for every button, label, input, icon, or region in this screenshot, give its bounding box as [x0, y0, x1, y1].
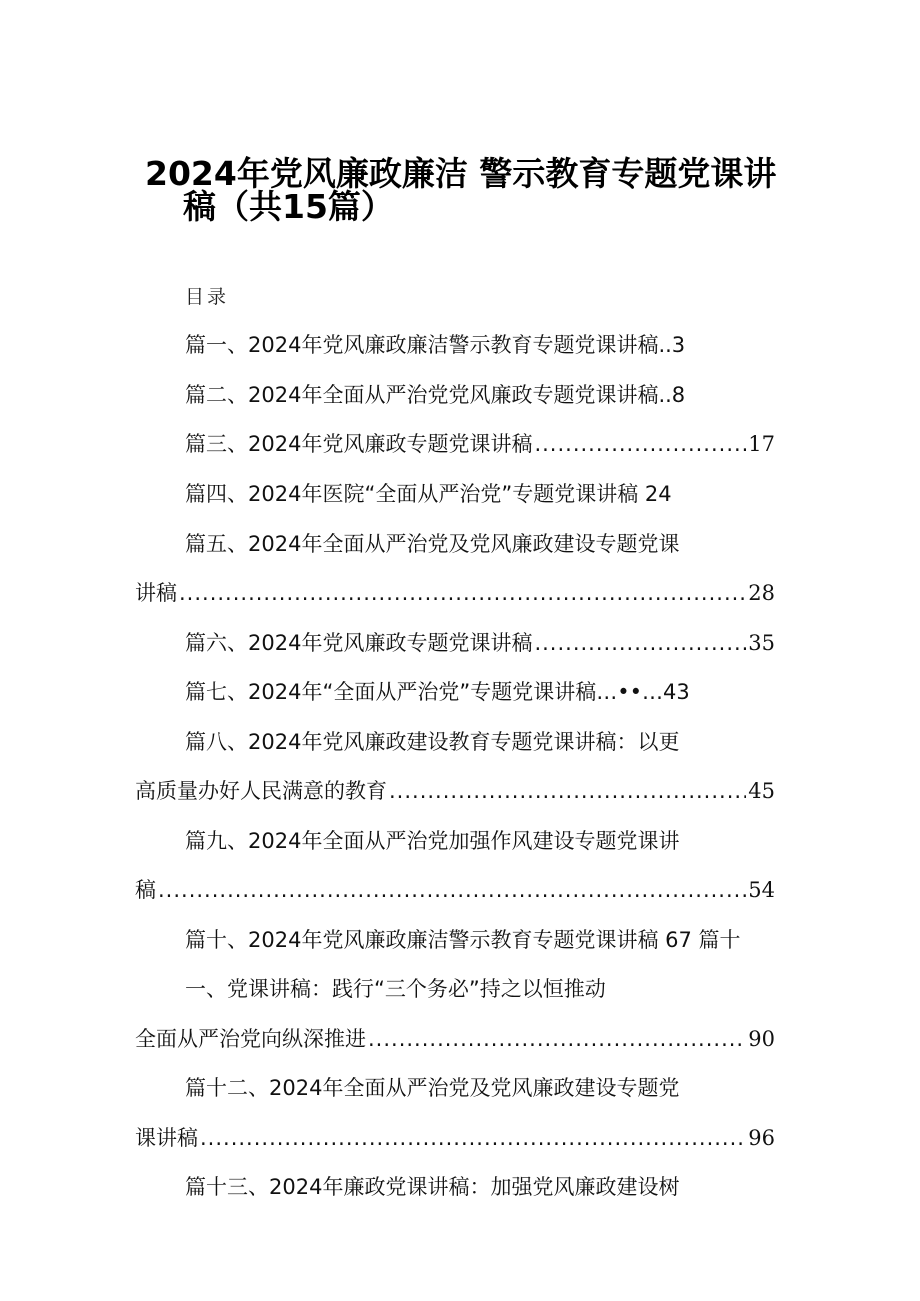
toc-entry-9-line-2[interactable]: [135, 876, 775, 904]
toc-entry-title: 课讲稿: [135, 1126, 198, 1150]
toc-entry-page: 28: [748, 581, 775, 605]
toc-entry-6[interactable]: [185, 629, 775, 657]
toc-entry-11-line-2[interactable]: [135, 1025, 775, 1053]
toc-entry-3[interactable]: [185, 430, 775, 458]
leader-dots: [389, 777, 746, 805]
leader-dots: [200, 1124, 746, 1152]
toc-entry-page: 54: [748, 878, 775, 902]
toc-entry-title: 讲稿: [135, 581, 177, 605]
toc-entry-2[interactable]: 篇二、2024年全面从严治党党风廉政专题党课讲稿..8: [185, 383, 686, 407]
leader-dots: [158, 876, 746, 904]
toc-entry-page: 90: [748, 1027, 775, 1051]
toc-entry-page: 96: [748, 1126, 775, 1150]
toc-heading: 目录: [185, 286, 230, 308]
leader-dots: [534, 430, 746, 458]
toc-entry-8-line-1[interactable]: 篇八、2024年党风廉政建设教育专题党课讲稿：以更: [185, 730, 680, 754]
toc-entry-12-line-2[interactable]: [135, 1124, 775, 1152]
toc-entry-page: 35: [748, 631, 775, 655]
leader-dots: [534, 629, 746, 657]
leader-dots: [368, 1025, 746, 1053]
document-title-line-2: 稿（共15篇）: [183, 187, 394, 226]
toc-entry-title: 高质量办好人民满意的教育: [135, 779, 387, 803]
toc-entry-title: 稿: [135, 878, 156, 902]
toc-entry-13-line-1[interactable]: 篇十三、2024年廉政党课讲稿：加强党风廉政建设树: [185, 1175, 680, 1199]
toc-entry-5-line-1[interactable]: 篇五、2024年全面从严治党及党风廉政建设专题党课: [185, 532, 680, 556]
toc-entry-9-line-1[interactable]: 篇九、2024年全面从严治党加强作风建设专题党课讲: [185, 829, 680, 853]
document-title-line-1: 2024年党风廉政廉洁 警示教育专题党课讲: [145, 154, 777, 193]
toc-entry-10-line-1[interactable]: 篇十、2024年党风廉政廉洁警示教育专题党课讲稿 67 篇十: [185, 928, 741, 952]
toc-entry-5-line-2[interactable]: [135, 579, 775, 607]
leader-dots: [179, 579, 746, 607]
toc-entry-8-line-2[interactable]: [135, 777, 775, 805]
toc-entry-11-line-1[interactable]: 一、党课讲稿：践行“三个务必”持之以恒推动: [185, 977, 606, 1001]
toc-entry-title: 全面从严治党向纵深推进: [135, 1027, 366, 1051]
toc-entry-title: 篇三、2024年党风廉政专题党课讲稿: [185, 432, 533, 456]
toc-entry-title: 篇六、2024年党风廉政专题党课讲稿: [185, 631, 533, 655]
toc-entry-7[interactable]: 篇七、2024年“全面从严治党”专题党课讲稿…••…43: [185, 680, 690, 704]
toc-entry-12-line-1[interactable]: 篇十二、2024年全面从严治党及党风廉政建设专题党: [185, 1076, 680, 1100]
toc-entry-page: 45: [748, 779, 775, 803]
toc-entry-page: 17: [748, 432, 775, 456]
toc-entry-1[interactable]: 篇一、2024年党风廉政廉洁警示教育专题党课讲稿..3: [185, 333, 686, 357]
toc-entry-4[interactable]: 篇四、2024年医院“全面从严治党”专题党课讲稿 24: [185, 482, 672, 506]
